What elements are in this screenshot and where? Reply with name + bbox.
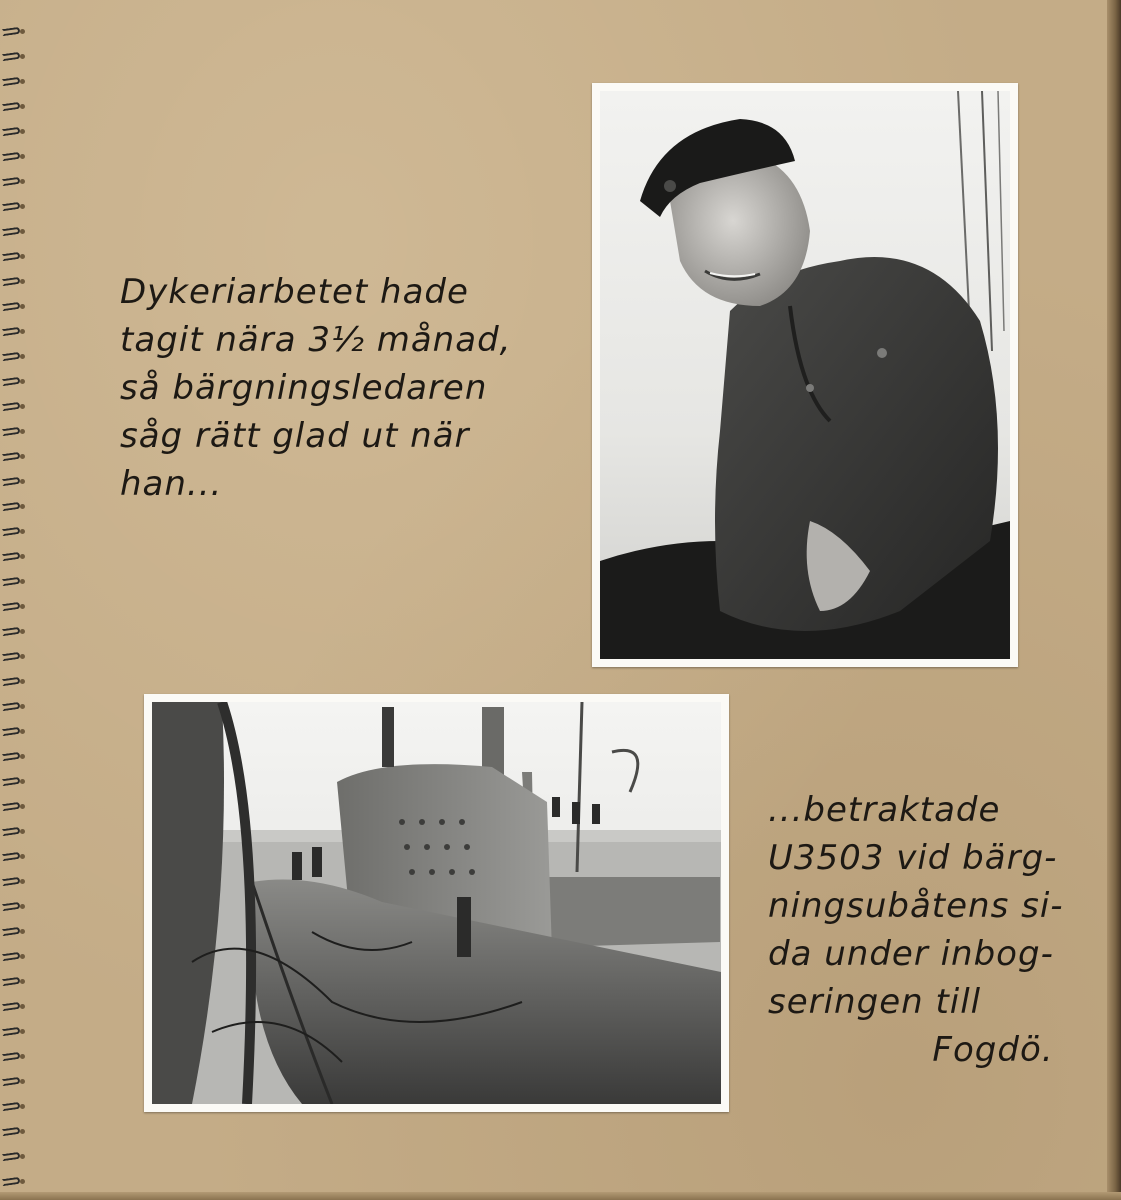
spiral-coil — [2, 527, 21, 536]
spiral-coil — [2, 1177, 21, 1186]
spiral-coil — [2, 52, 21, 61]
binding-hole — [20, 304, 25, 309]
binding-hole — [20, 329, 25, 334]
spiral-coil — [2, 577, 21, 586]
binding-hole — [20, 829, 25, 834]
caption-top-line: så bärgningsledaren — [120, 368, 488, 408]
spiral-coil — [2, 77, 21, 86]
binding-hole — [20, 629, 25, 634]
caption-bottom-line: ningsubåtens si- — [768, 886, 1064, 926]
spiral-coil — [2, 277, 21, 286]
spiral-coil — [2, 202, 21, 211]
spiral-coil — [2, 602, 21, 611]
binding-hole — [20, 279, 25, 284]
spiral-coil — [2, 852, 21, 861]
binding-hole — [20, 954, 25, 959]
spiral-coil — [2, 377, 21, 386]
binding-hole — [20, 54, 25, 59]
spiral-coil — [2, 952, 21, 961]
binding-hole — [20, 154, 25, 159]
binding-hole — [20, 79, 25, 84]
binding-hole — [20, 704, 25, 709]
spiral-coil — [2, 727, 21, 736]
spiral-coil — [2, 1002, 21, 1011]
binding-hole — [20, 379, 25, 384]
spiral-coil — [2, 1052, 21, 1061]
photo-salvage-leader-image — [600, 91, 1010, 659]
spiral-binding — [0, 0, 26, 1200]
binding-hole — [20, 479, 25, 484]
binding-hole — [20, 254, 25, 259]
spiral-coil — [2, 252, 21, 261]
binding-hole — [20, 604, 25, 609]
binding-hole — [20, 354, 25, 359]
binding-hole — [20, 804, 25, 809]
caption-top — [120, 268, 511, 508]
spiral-coil — [2, 27, 21, 36]
photo-salvage-leader — [592, 83, 1018, 667]
spiral-coil — [2, 927, 21, 936]
caption-bottom-line: da under inbog- — [768, 934, 1054, 974]
spiral-coil — [2, 1077, 21, 1086]
binding-hole — [20, 654, 25, 659]
binding-hole — [20, 104, 25, 109]
caption-bottom — [768, 786, 1064, 1074]
caption-bottom-line: seringen till — [768, 982, 982, 1022]
spiral-coil — [2, 1127, 21, 1136]
spiral-coil — [2, 1152, 21, 1161]
binding-hole — [20, 1129, 25, 1134]
binding-hole — [20, 729, 25, 734]
spiral-coil — [2, 452, 21, 461]
spiral-coil — [2, 102, 21, 111]
photo-submarine-image — [152, 702, 721, 1104]
spiral-coil — [2, 127, 21, 136]
submarine-illustration — [152, 702, 721, 1104]
binding-hole — [20, 754, 25, 759]
spiral-coil — [2, 627, 21, 636]
spiral-coil — [2, 402, 21, 411]
page-right-edge — [1107, 0, 1121, 1200]
spiral-coil — [2, 752, 21, 761]
spiral-coil — [2, 327, 21, 336]
binding-hole — [20, 229, 25, 234]
spiral-coil — [2, 877, 21, 886]
binding-hole — [20, 1179, 25, 1184]
binding-hole — [20, 29, 25, 34]
spiral-coil — [2, 677, 21, 686]
binding-hole — [20, 1154, 25, 1159]
binding-hole — [20, 1104, 25, 1109]
spiral-coil — [2, 227, 21, 236]
spiral-coil — [2, 702, 21, 711]
spiral-coil — [2, 652, 21, 661]
binding-hole — [20, 979, 25, 984]
spiral-coil — [2, 1027, 21, 1036]
spiral-coil — [2, 302, 21, 311]
caption-top-line: Dykeriarbetet hade — [120, 272, 469, 312]
caption-bottom-line: ...betraktade — [768, 790, 1001, 830]
spiral-coil — [2, 827, 21, 836]
spiral-coil — [2, 802, 21, 811]
binding-hole — [20, 404, 25, 409]
binding-hole — [20, 1079, 25, 1084]
binding-hole — [20, 1029, 25, 1034]
binding-hole — [20, 129, 25, 134]
spiral-coil — [2, 352, 21, 361]
binding-hole — [20, 1004, 25, 1009]
binding-hole — [20, 554, 25, 559]
binding-hole — [20, 454, 25, 459]
binding-hole — [20, 779, 25, 784]
spiral-coil — [2, 1102, 21, 1111]
binding-hole — [20, 679, 25, 684]
spiral-coil — [2, 977, 21, 986]
spiral-coil — [2, 552, 21, 561]
binding-hole — [20, 879, 25, 884]
salvage-leader-illustration — [600, 91, 1010, 659]
caption-bottom-line: U3503 vid bärg- — [768, 838, 1058, 878]
page-bottom-edge — [0, 1192, 1121, 1200]
binding-hole — [20, 854, 25, 859]
spiral-coil — [2, 502, 21, 511]
binding-hole — [20, 429, 25, 434]
spiral-coil — [2, 477, 21, 486]
binding-hole — [20, 929, 25, 934]
spiral-coil — [2, 177, 21, 186]
spiral-coil — [2, 902, 21, 911]
caption-bottom-line-place: Fogdö. — [932, 1030, 1054, 1070]
binding-hole — [20, 179, 25, 184]
spiral-coil — [2, 777, 21, 786]
spiral-coil — [2, 152, 21, 161]
binding-hole — [20, 204, 25, 209]
caption-top-line: såg rätt glad ut när — [120, 416, 470, 456]
photo-submarine-u3503 — [144, 694, 729, 1112]
binding-hole — [20, 579, 25, 584]
binding-hole — [20, 529, 25, 534]
spiral-coil — [2, 427, 21, 436]
caption-top-line: tagit nära 3½ månad, — [120, 320, 512, 360]
binding-hole — [20, 904, 25, 909]
binding-hole — [20, 504, 25, 509]
binding-hole — [20, 1054, 25, 1059]
caption-top-line: han... — [120, 464, 223, 504]
